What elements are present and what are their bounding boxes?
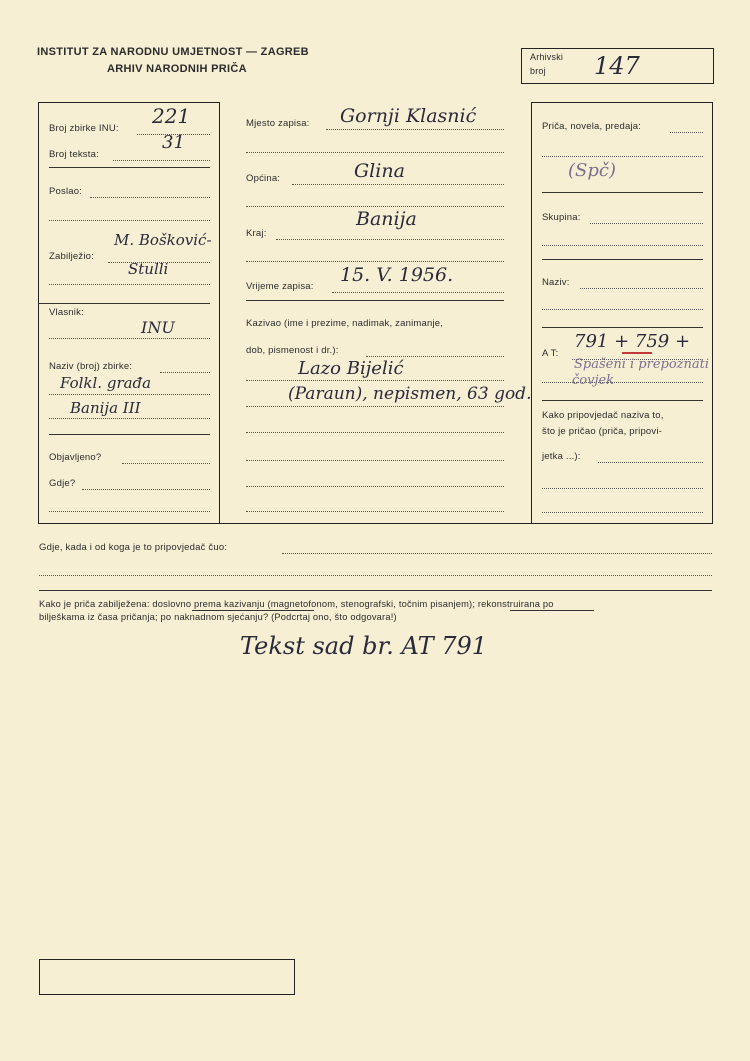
collection-name-value-2: Banija III — [70, 399, 141, 417]
narrator-label-1: Kazivao (ime i prezime, nadimak, zanimanje, — [246, 318, 444, 329]
narrator-term-label-2: što je pričao (priča, pripovi- — [542, 426, 663, 437]
column-divider-1 — [219, 102, 220, 524]
narrator-label-2: dob, pismenost i dr.): — [246, 345, 339, 356]
text-number-value: 31 — [162, 132, 185, 153]
underline-tocnim — [510, 610, 594, 611]
recording-method-line-1: Kako je priča zabilježena: doslovno prema kazivanju (magnetofonom, stenografski, točnim pisanjem); rekonstruirana po — [39, 599, 554, 609]
story-type-label: Priča, novela, predaja: — [542, 121, 642, 132]
recording-date-label: Vrijeme zapisa: — [246, 281, 314, 292]
name-label: Naziv: — [542, 277, 570, 288]
recorded-by-value-1: M. Bošković- — [114, 231, 212, 249]
published-label: Objavljeno? — [49, 452, 102, 463]
where-published-label: Gdje? — [49, 478, 76, 489]
recorded-by-value-2: Stulli — [128, 260, 169, 278]
collection-name-label: Naziv (broj) zbirke: — [49, 361, 133, 372]
archive-number-label-2: broj — [530, 66, 546, 76]
at-value: 791 + 759 + — [574, 331, 691, 352]
owner-label: Vlasnik: — [49, 307, 84, 318]
bottom-box — [39, 959, 295, 995]
archive-number-value: 147 — [594, 52, 640, 80]
recording-method-line-2: bilješkama iz časa pričanja; po naknadnom sjećanju? (Podcrtaj ono, što odgovara!) — [39, 612, 397, 622]
source-label: Gdje, kada i od koga je to pripovjedač čuo: — [39, 542, 228, 553]
text-number-label: Broj teksta: — [49, 149, 99, 160]
narrator-value-1: Lazo Bijelić — [298, 358, 404, 379]
narrator-value-2: (Paraun), nepismen, 63 god. — [288, 384, 532, 404]
column-divider-2 — [531, 102, 532, 524]
collection-number-value: 221 — [152, 104, 191, 128]
narrator-term-label-1: Kako pripovjedač naziva to, — [542, 410, 664, 421]
at-label: A T: — [542, 348, 559, 359]
institute-name: INSTITUT ZA NARODNU UMJETNOST — ZAGREB — [37, 46, 309, 58]
region-value: Banija — [356, 208, 417, 230]
collection-name-value-1: Folkl. građa — [60, 374, 152, 392]
recorded-by-label: Zabilježio: — [49, 251, 94, 262]
at-note-2: čovjek — [572, 373, 615, 388]
recording-date-value: 15. V. 1956. — [340, 264, 454, 286]
underline-doslovno — [192, 610, 314, 611]
collection-number-label: Broj zbirke INU: — [49, 123, 119, 134]
story-type-value: (Spč) — [568, 160, 616, 181]
municipality-label: Općina: — [246, 173, 281, 184]
at-note-1: Spašeni i prepoznati — [574, 357, 710, 372]
recording-place-value: Gornji Klasnić — [340, 105, 477, 127]
archive-name: ARHIV NARODNIH PRIČA — [107, 63, 247, 75]
column-divider-3 — [712, 102, 713, 524]
municipality-value: Glina — [354, 160, 405, 182]
group-label: Skupina: — [542, 212, 581, 223]
owner-value: INU — [141, 318, 175, 337]
handwritten-note: Tekst sad br. AT 791 — [240, 632, 488, 660]
recording-place-label: Mjesto zapisa: — [246, 118, 310, 129]
red-underline — [622, 352, 652, 354]
narrator-term-label-3: jetka ...): — [542, 451, 581, 462]
sent-by-label: Poslao: — [49, 186, 83, 197]
region-label: Kraj: — [246, 228, 267, 239]
archive-number-label-1: Arhivski — [530, 52, 564, 62]
